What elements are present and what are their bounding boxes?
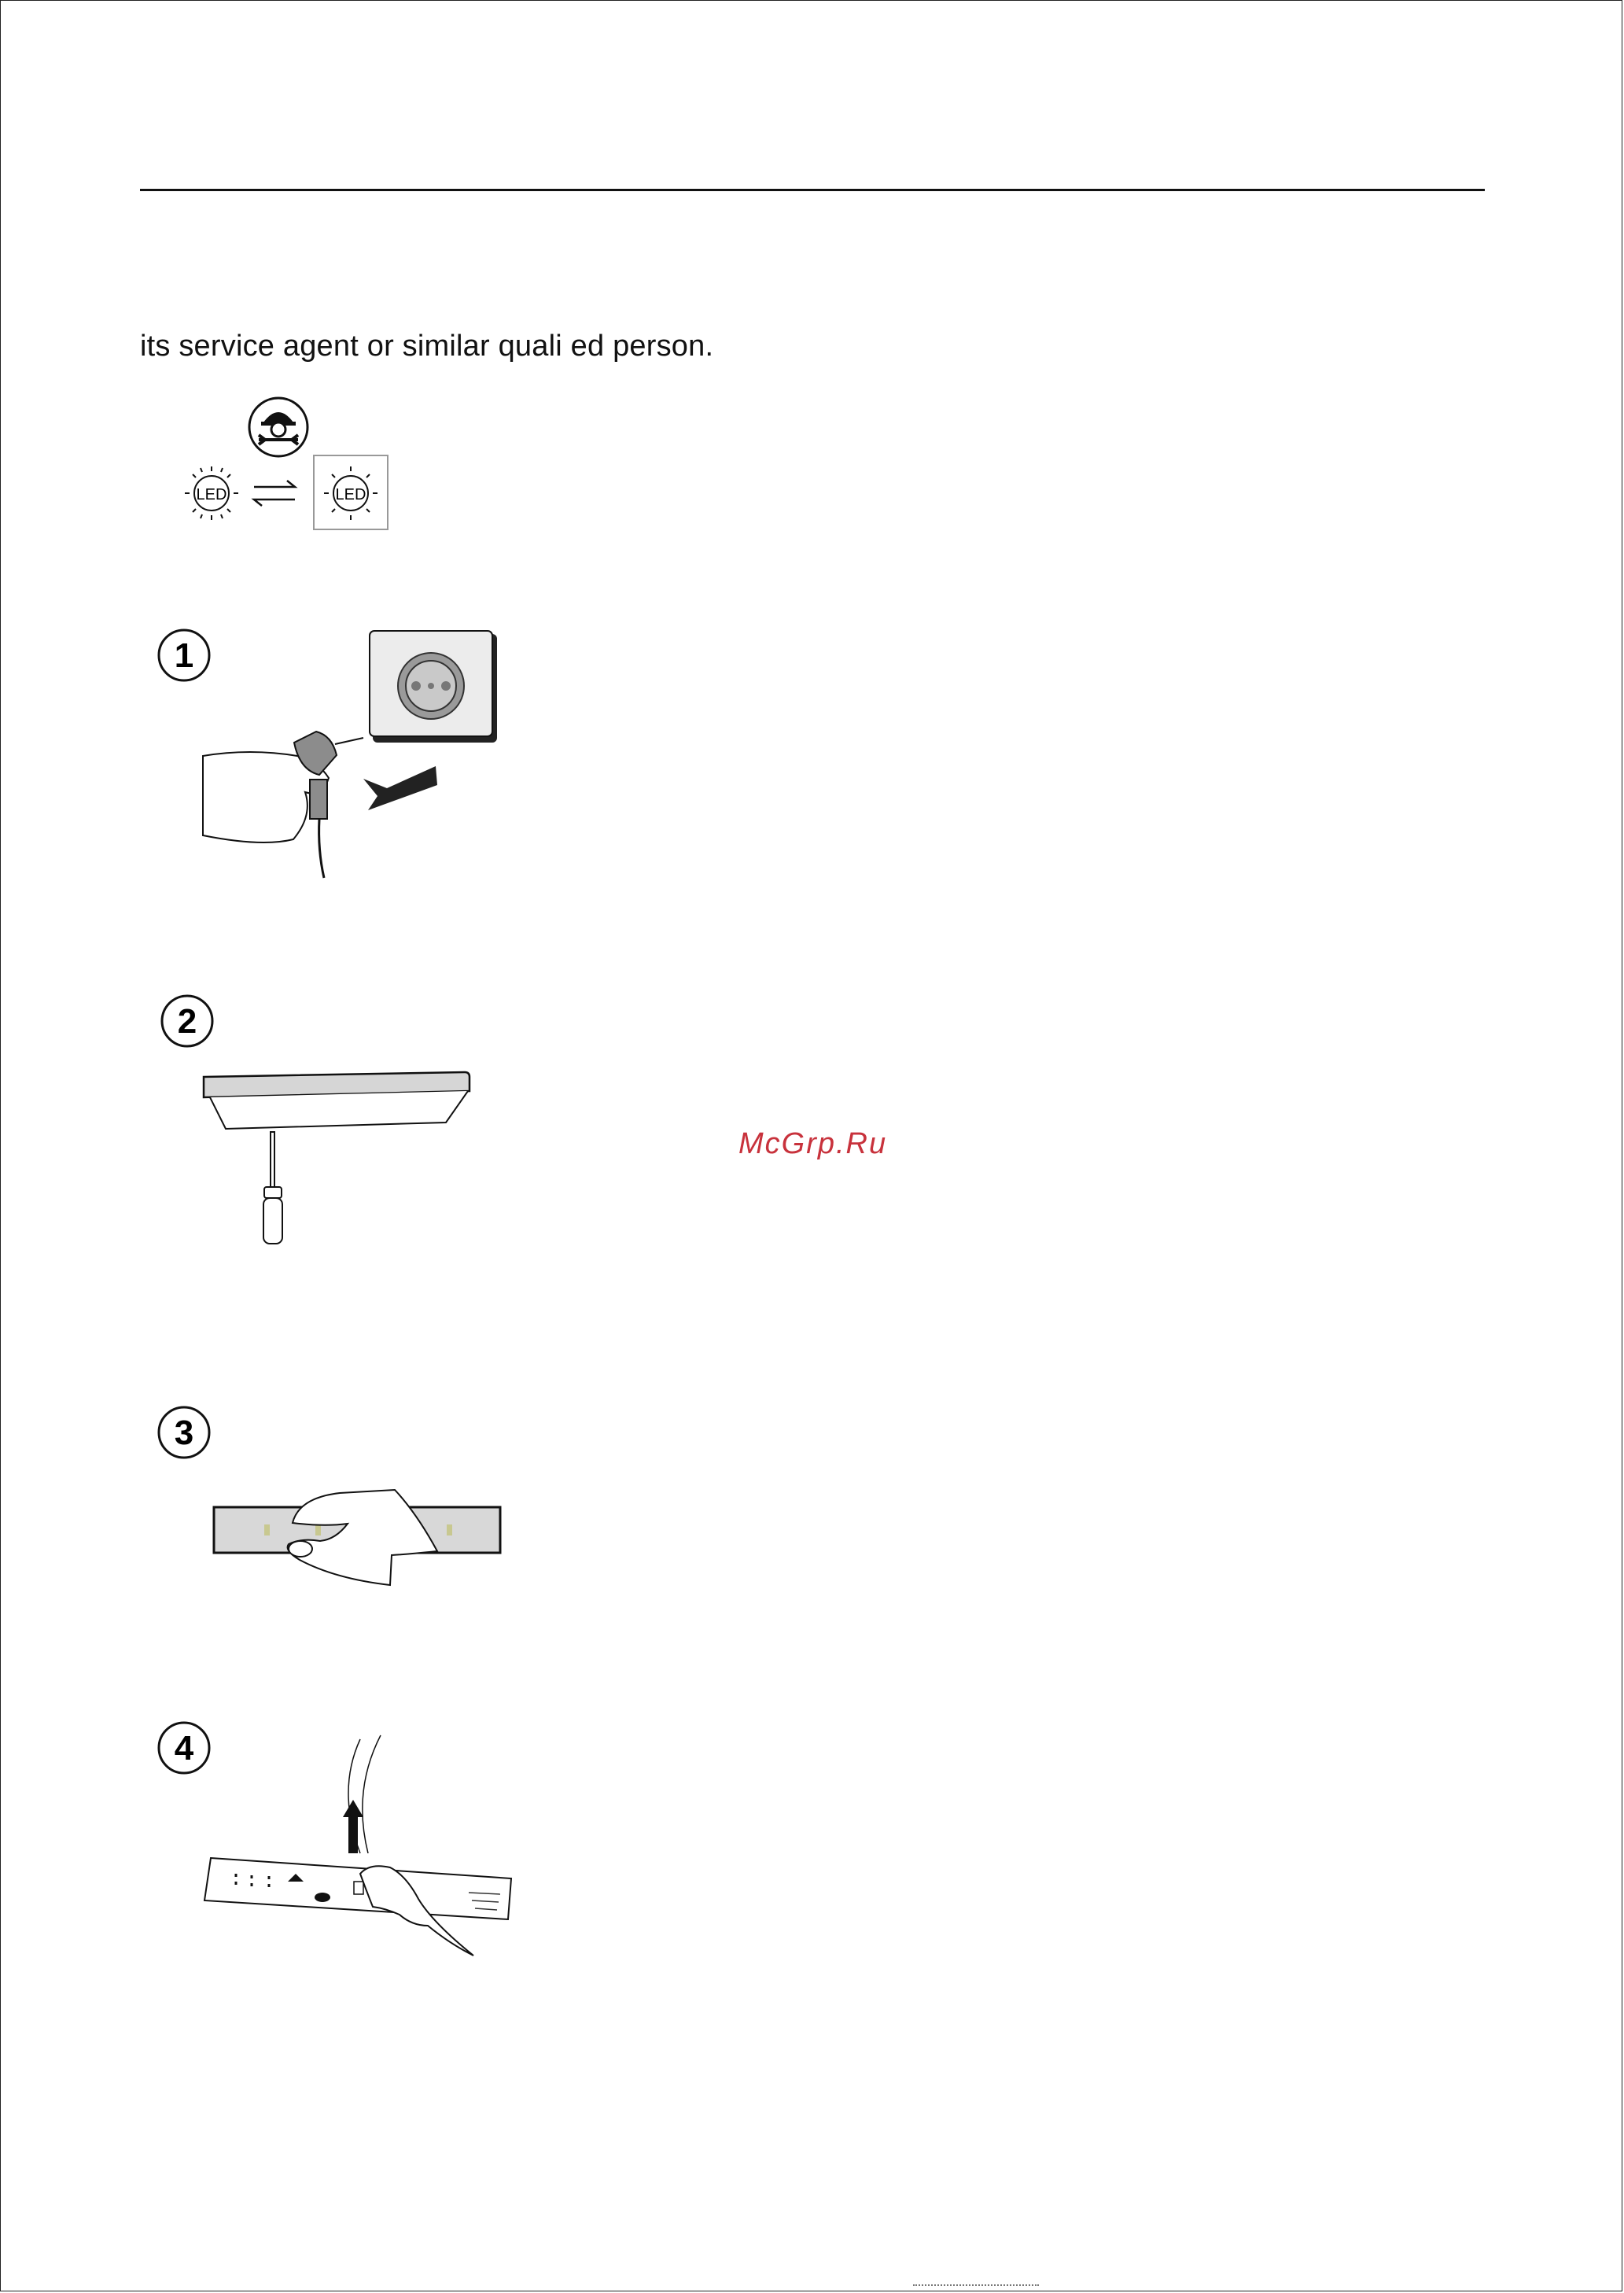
footer-mark: [913, 2284, 1039, 2289]
intro-text: its service agent or similar quali ed person.: [140, 330, 714, 363]
led-bulb-icon-right: [314, 455, 388, 529]
wall-socket-icon: [370, 631, 497, 743]
step-2-illustration: [158, 992, 488, 1267]
led-bulb-icon-left: [185, 466, 238, 520]
step-1-illustration: [154, 626, 508, 886]
service-technician-icon: [249, 398, 307, 456]
screwdriver-icon: [263, 1132, 282, 1244]
svg-text:LED: LED: [335, 486, 366, 503]
svg-text:4: 4: [174, 1729, 194, 1768]
step-3-number-badge: [159, 1407, 209, 1458]
arrow-up-icon: [343, 1800, 363, 1853]
step-1-number-badge: [159, 630, 209, 680]
arrow-down-left-icon: [363, 766, 437, 810]
watermark: McGrp.Ru: [738, 1127, 888, 1160]
svg-text:1: 1: [174, 636, 194, 675]
led-replacement-icon-group: [166, 394, 402, 536]
svg-text:LED: LED: [196, 486, 227, 503]
step-3-illustration: [154, 1405, 508, 1602]
exchange-arrows-icon: [254, 481, 295, 506]
step-2-number-badge: [162, 996, 212, 1046]
step-4-illustration: [154, 1720, 524, 1963]
svg-text:3: 3: [174, 1414, 194, 1452]
step-4-number-badge: [159, 1723, 209, 1773]
hand-with-plug-icon: [203, 732, 363, 878]
header-rule: [140, 189, 1485, 191]
lamp-cover-icon: [204, 1072, 470, 1129]
svg-text:2: 2: [177, 1002, 197, 1041]
